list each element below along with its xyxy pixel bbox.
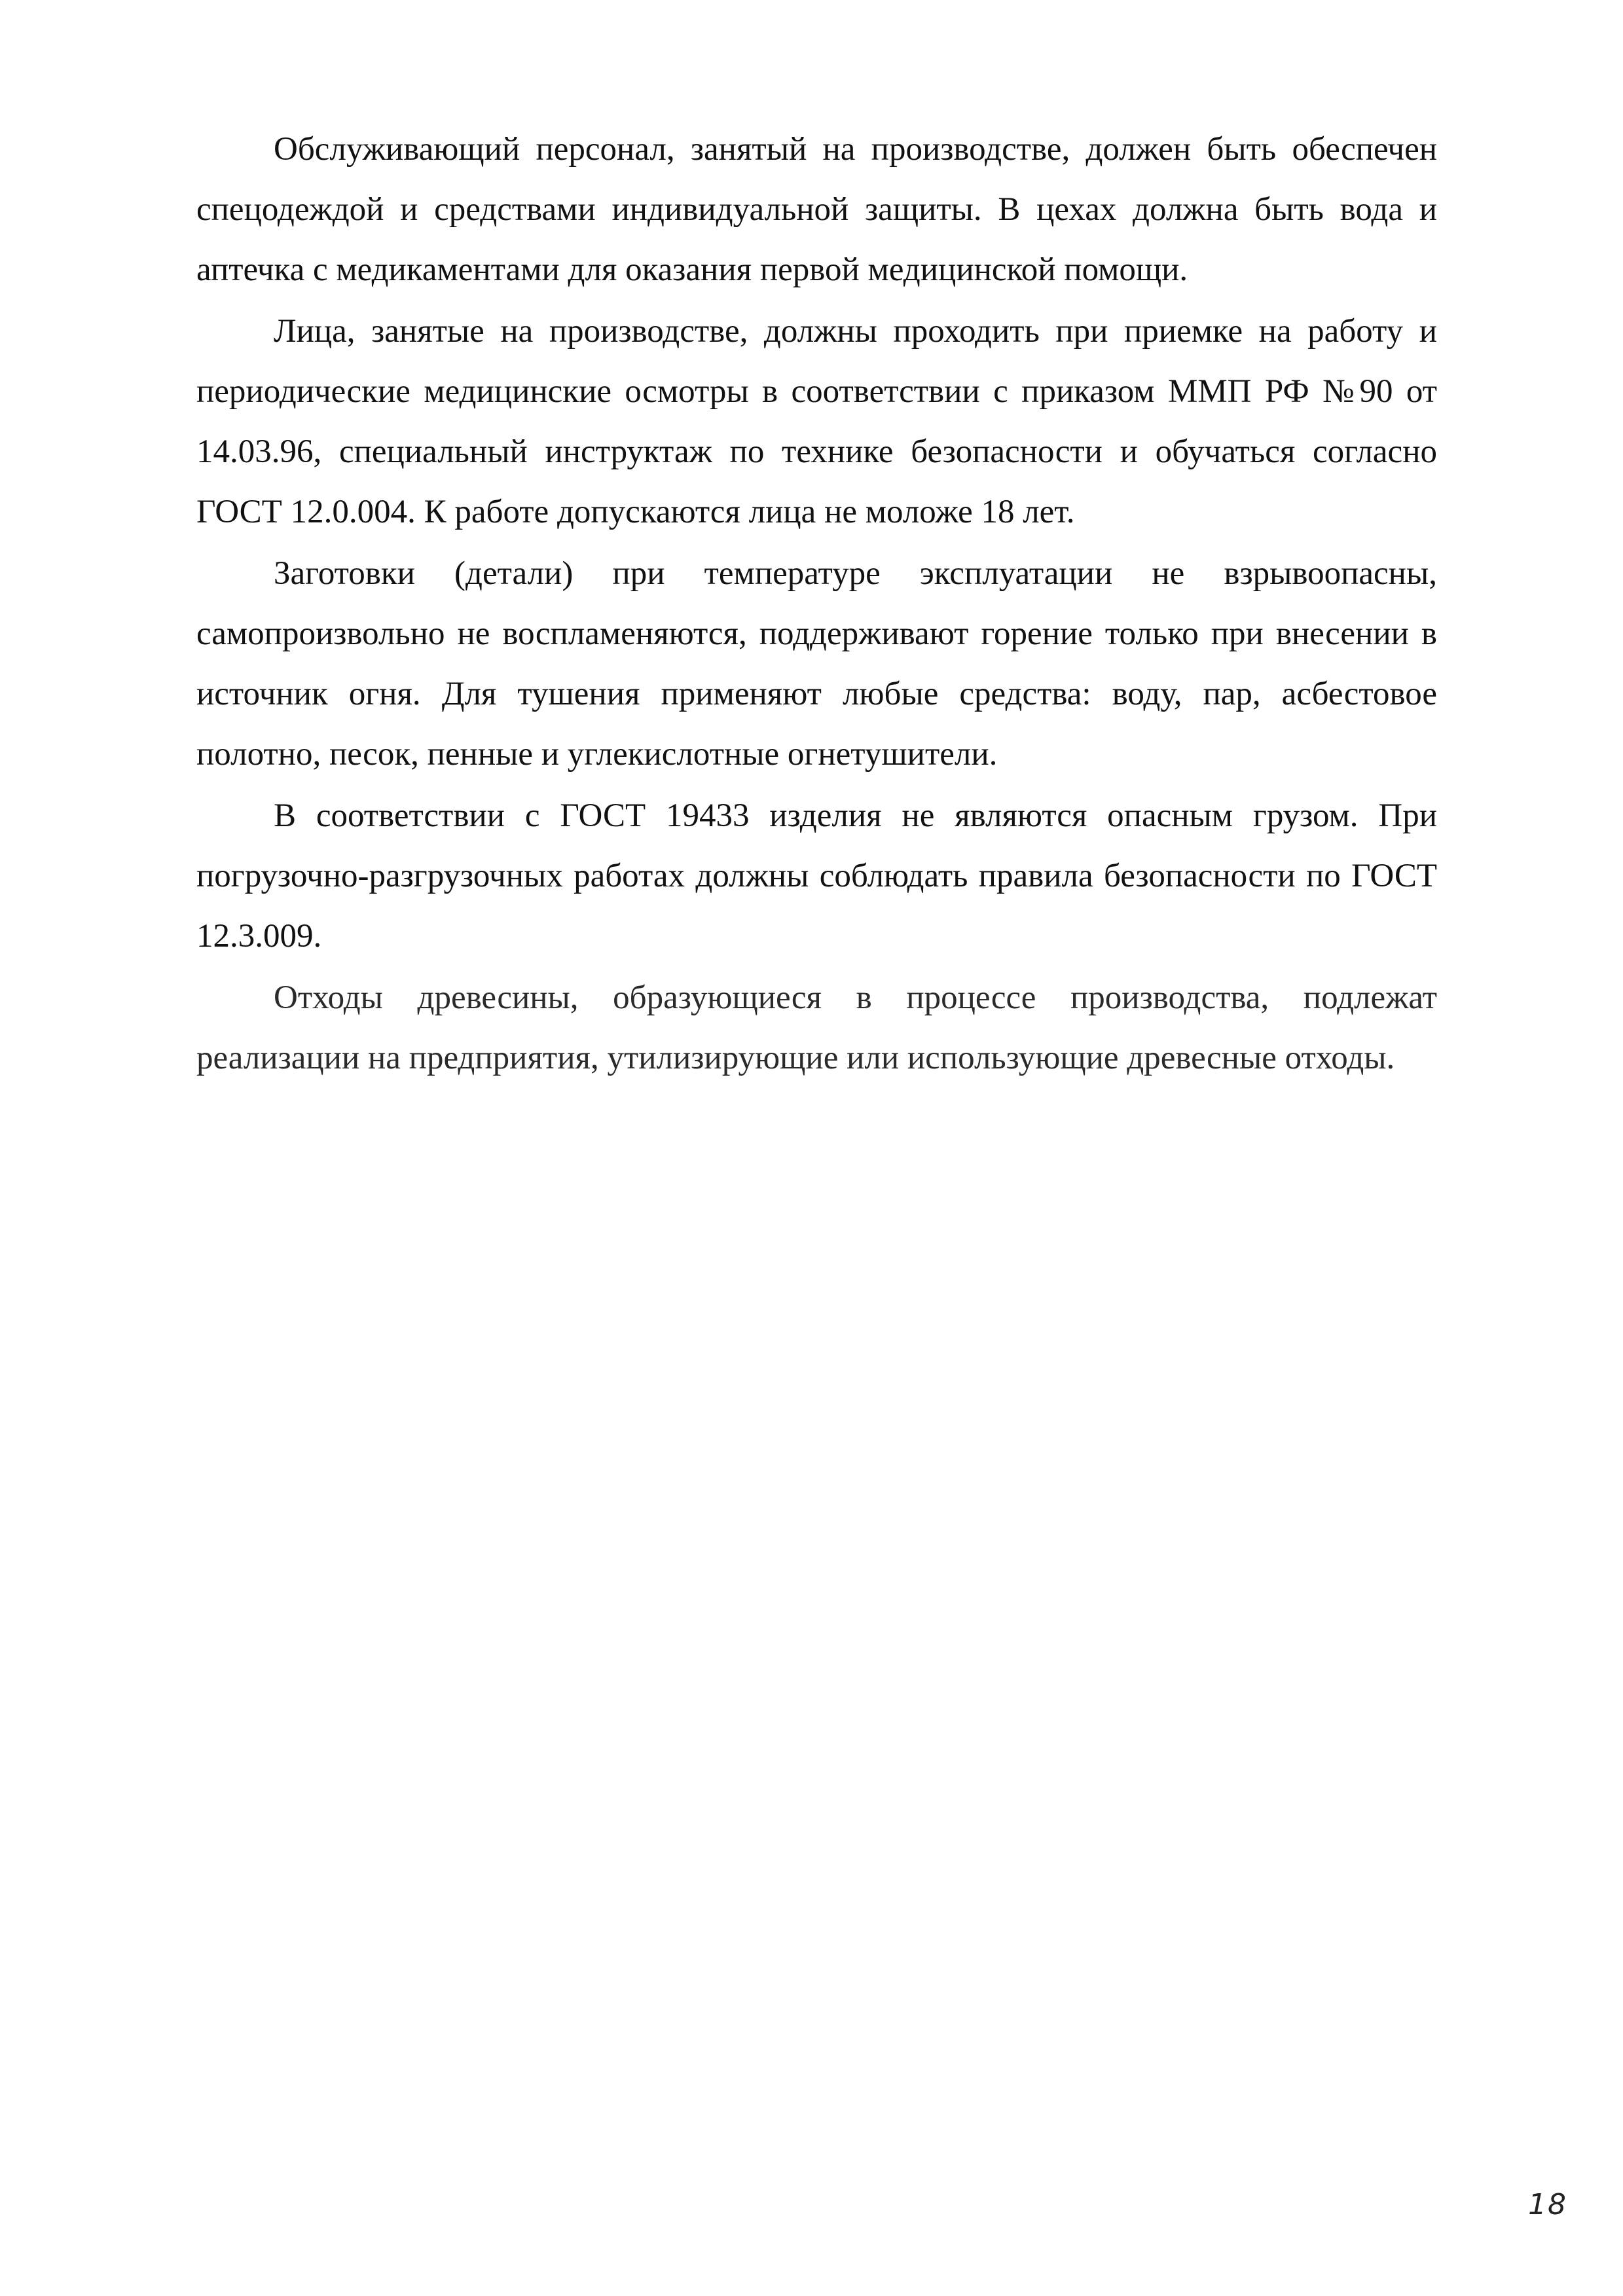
- paragraph-protective-equipment: Обслуживающий персонал, занятый на производстве, должен быть обеспечен спецодеждой и средствами индивидуальной защиты. В цехах должна быть вода и аптечка с медикаментами для оказания первой медицинской помощи.: [196, 131, 1437, 288]
- paragraph-medical-examinations: Лица, занятые на производстве, должны проходить при приемке на работу и периодические медицинские осмотры в соответствии с приказом ММП РФ №90 от 14.03.96, специальный инструктаж по технике безопасности и обучаться согласно ГОСТ 12.0.004. К работе допускаются лица не моложе 18 лет.: [196, 313, 1437, 530]
- body-text: [196, 119, 1437, 1089]
- page-number: 18: [1528, 2188, 1567, 2221]
- paragraph-transport-safety: В соответствии с ГОСТ 19433 изделия не являются опасным грузом. При погрузочно-разгрузочных работах должны соблюдать правила безопасности по ГОСТ 12.3.009.: [196, 797, 1437, 955]
- paragraph-wood-waste: Отходы древесины, образующиеся в процессе производства, подлежат реализации на предприятия, утилизирующие или использующие древесные отходы.: [196, 979, 1437, 1076]
- paragraph-fire-safety: Заготовки (детали) при температуре эксплуатации не взрывоопасны, самопроизвольно не воспламеняются, поддерживают горение только при внесении в источник огня. Для тушения применяют любые средства: воду, пар, асбестовое полотно, песок, пенные и углекислотные огнетушители.: [196, 555, 1437, 773]
